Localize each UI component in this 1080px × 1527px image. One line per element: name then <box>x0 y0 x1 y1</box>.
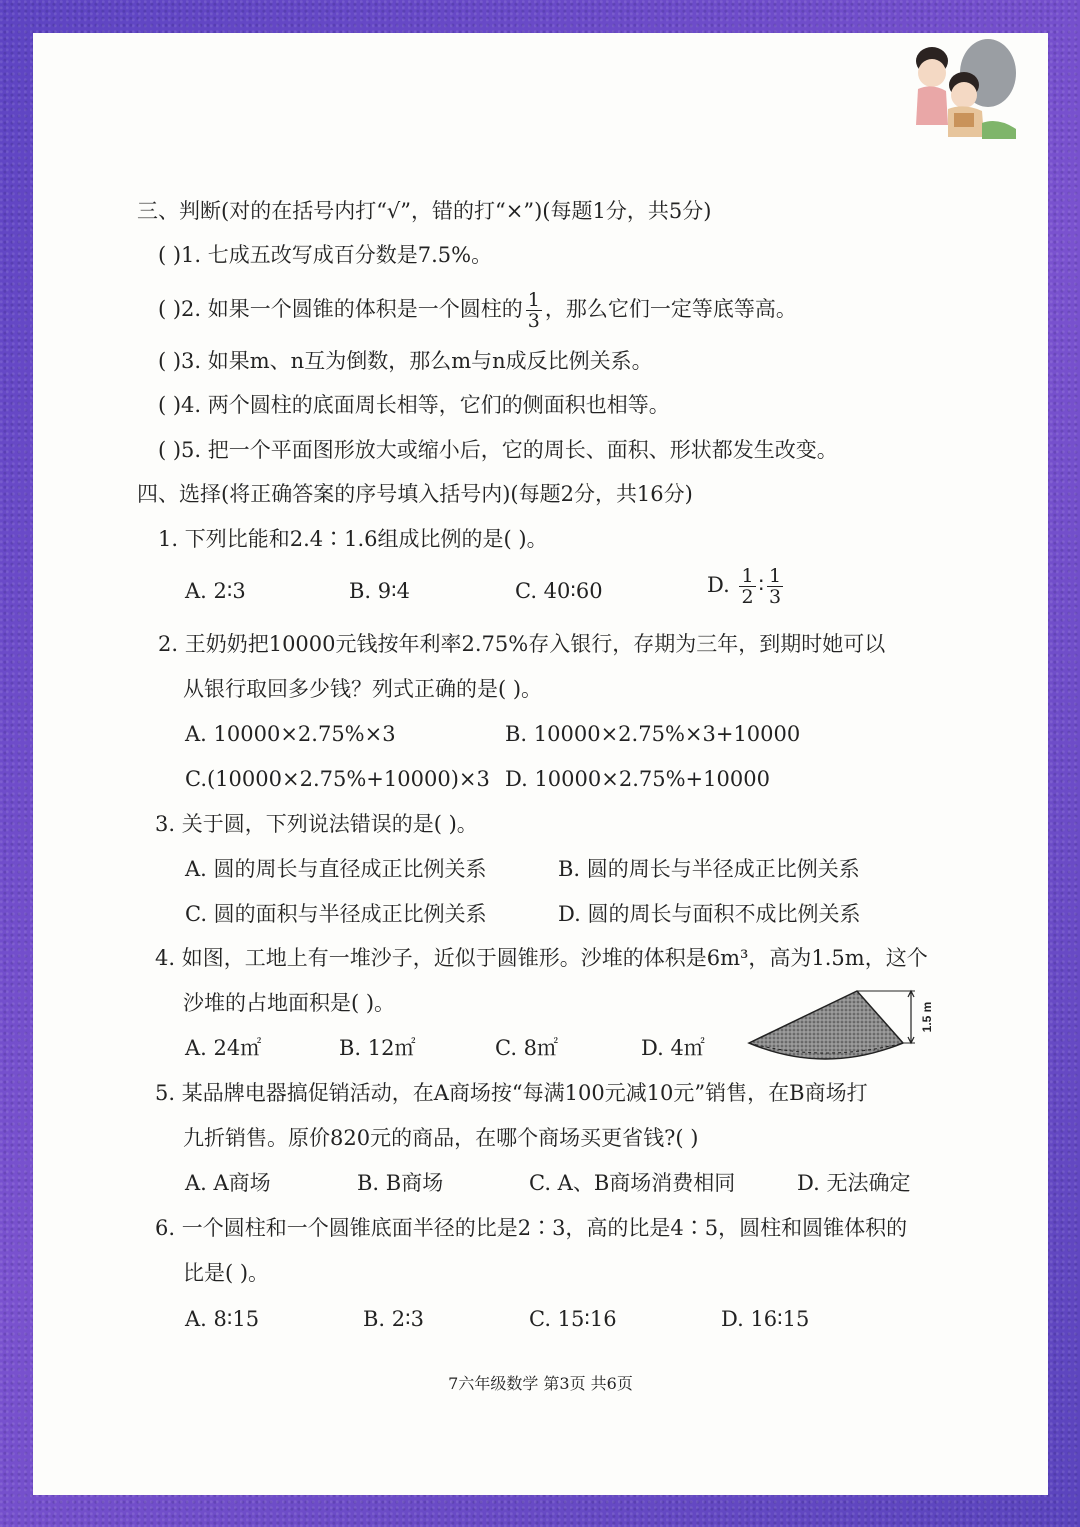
judgment-item-1: ( )1. 七成五改写成百分数是7.5%。 <box>158 243 493 267</box>
height-label: 1.5 m <box>920 1001 934 1033</box>
q1-option-c: C. 40∶60 <box>515 579 603 603</box>
cone-shape <box>749 991 903 1059</box>
exam-page <box>33 33 1048 1495</box>
q5-stem-line1: 5. 某品牌电器搞促销活动，在A商场按“每满100元减10元”销售，在B商场打 <box>155 1081 868 1105</box>
q6-stem-line2: 比是( )。 <box>183 1261 270 1285</box>
section4-heading: 四、选择(将正确答案的序号填入括号内)(每题2分，共16分) <box>137 482 693 506</box>
q3-option-c: C. 圆的面积与半径成正比例关系 <box>185 902 487 926</box>
q6-option-b: B. 2∶3 <box>363 1307 424 1331</box>
q5-stem-line2: 九折销售。原价820元的商品，在哪个商场买更省钱?( ) <box>183 1126 699 1150</box>
q5-option-b: B. B商场 <box>357 1171 444 1195</box>
q4-stem-line1: 4. 如图，工地上有一堆沙子，近似于圆锥形。沙堆的体积是6m³，高为1.5m，这个 <box>155 946 928 970</box>
q3-stem: 3. 关于圆，下列说法错误的是( )。 <box>155 812 478 836</box>
q3-option-b: B. 圆的周长与半径成正比例关系 <box>558 857 860 881</box>
q4-option-d: D. 4㎡ <box>641 1036 705 1060</box>
ratio-sign: ∶ <box>758 573 765 597</box>
section3-heading: 三、判断(对的在括号内打“√”，错的打“×”)(每题1分，共5分) <box>137 199 712 223</box>
q4-option-b: B. 12㎡ <box>339 1036 416 1060</box>
q2-stem-line1: 2. 王奶奶把10000元钱按年利率2.75%存入银行，存期为三年，到期时她可以 <box>158 632 886 656</box>
q5-option-a: A. A商场 <box>185 1171 271 1195</box>
judgment-item-4: ( )4. 两个圆柱的底面周长相等，它们的侧面积也相等。 <box>158 393 670 417</box>
page-footer: 7六年级数学 第3页 共6页 <box>448 1374 633 1393</box>
q1-stem: 1. 下列比能和2.4∶1.6组成比例的是( )。 <box>158 527 548 551</box>
q2-option-d: D. 10000×2.75%+10000 <box>505 767 770 791</box>
judgment-item-2 <box>158 290 797 331</box>
fraction-one-third-d: $\frac{1}{3}$ <box>769 565 782 608</box>
q4-option-c: C. 8㎡ <box>495 1036 559 1060</box>
judgment-item-5: ( )5. 把一个平面图形放大或缩小后，它的周长、面积、形状都发生改变。 <box>158 438 838 462</box>
q1-option-d-label: D. <box>707 573 730 597</box>
children-reading-illustration <box>898 33 1018 143</box>
q1-option-b: B. 9∶4 <box>349 579 410 603</box>
q2-stem-line2: 从银行取回多少钱？列式正确的是( )。 <box>183 677 543 701</box>
q6-option-d: D. 16∶15 <box>721 1307 810 1331</box>
judgment-item-2-tail: ，那么它们一定等底等高。 <box>544 297 797 321</box>
judgment-item-2-text: ( )2. 如果一个圆锥的体积是一个圆柱的 <box>158 297 523 321</box>
q5-option-c: C. A、B商场消费相同 <box>529 1171 736 1195</box>
q4-option-a: A. 24㎡ <box>185 1036 262 1060</box>
q3-option-a: A. 圆的周长与直径成正比例关系 <box>185 857 487 881</box>
q1-option-d <box>707 566 786 607</box>
judgment-item-3: ( )3. 如果m、n互为倒数，那么m与n成反比例关系。 <box>158 349 653 373</box>
q2-option-a: A. 10000×2.75%×3 <box>185 722 396 746</box>
fraction-one-half: $\frac{1}{2}$ <box>741 565 754 608</box>
q2-option-b: B. 10000×2.75%×3+10000 <box>505 722 801 746</box>
q3-option-d: D. 圆的周长与面积不成比例关系 <box>558 902 861 926</box>
q2-option-c: C.(10000×2.75%+10000)×3 <box>185 767 490 791</box>
sand-cone-figure <box>745 985 945 1067</box>
q6-option-c: C. 15∶16 <box>529 1307 617 1331</box>
q4-stem-line2: 沙堆的占地面积是( )。 <box>183 991 396 1015</box>
q6-option-a: A. 8∶15 <box>185 1307 260 1331</box>
fraction-one-third: $\frac{1}{3}$ <box>527 289 540 332</box>
q5-option-d: D. 无法确定 <box>797 1171 911 1195</box>
q1-option-a: A. 2∶3 <box>185 579 246 603</box>
q6-stem-line1: 6. 一个圆柱和一个圆锥底面半径的比是2∶3，高的比是4∶5，圆柱和圆锥体积的 <box>155 1216 908 1240</box>
